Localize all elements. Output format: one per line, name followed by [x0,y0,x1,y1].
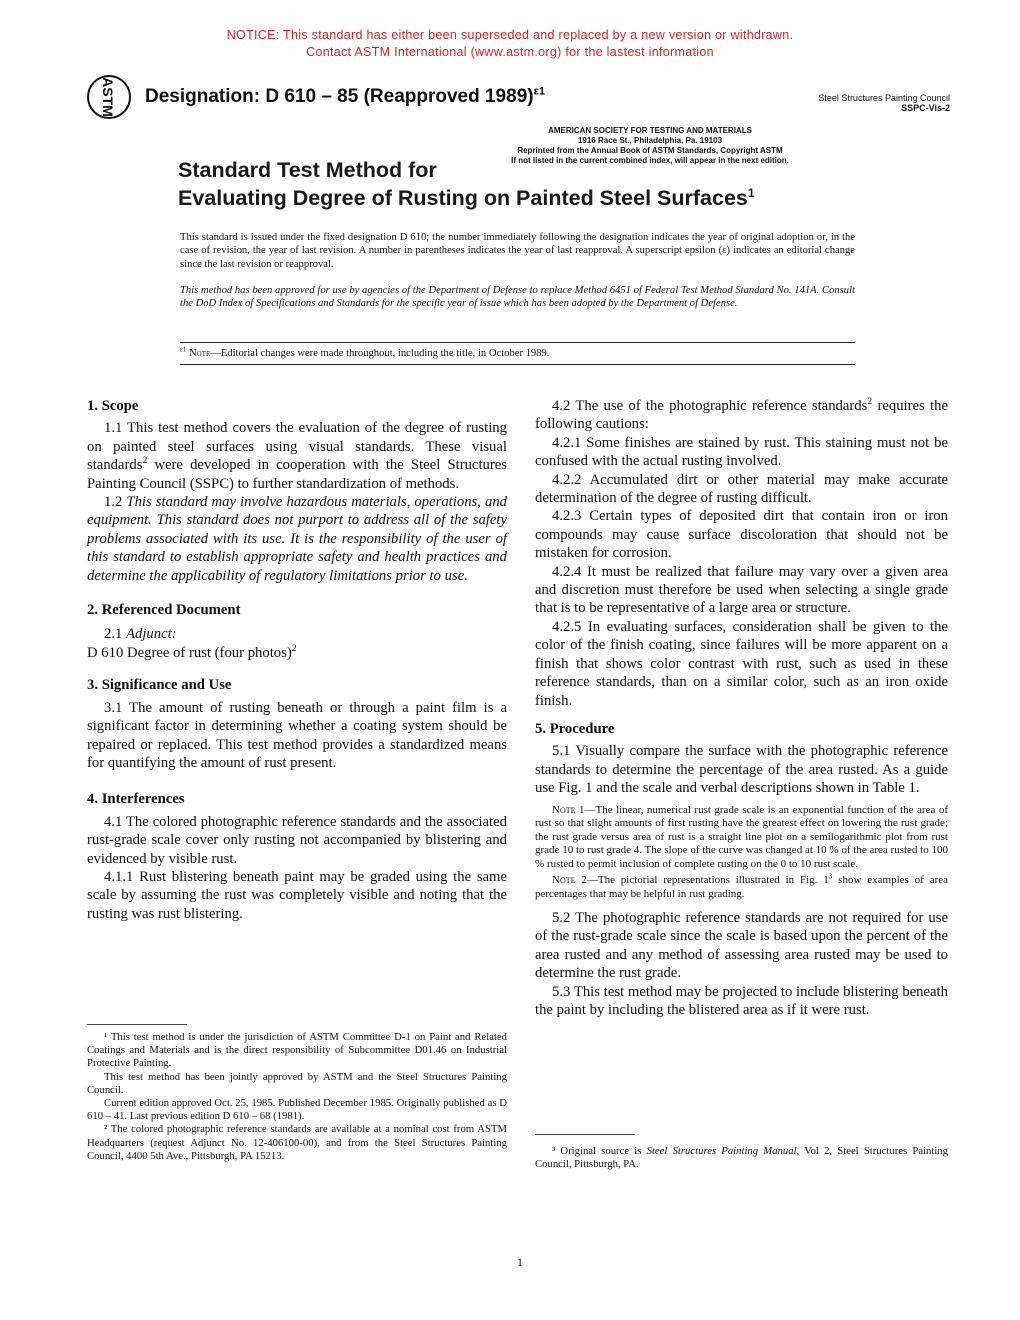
right-footnotes [535,1145,948,1171]
section-4-heading: 4. Interferences [87,791,185,808]
note-label: Note [188,348,211,359]
section-3-heading: 3. Significance and Use [87,677,232,694]
council-block [818,93,950,113]
left-footnotes [87,1031,507,1163]
note-2-label: Note 2 [552,874,587,887]
footnote-3-title: Steel Structures Painting Manual, [646,1145,800,1157]
society-address: 1916 Race St., Philadelphia, Pa. 19103 [577,136,723,145]
editorial-note [180,347,855,360]
section-1-heading: 1. Scope [87,398,139,414]
rule-bottom [180,364,855,365]
para-2-1-text: Adjunct: [126,626,177,643]
para-2-1 [87,625,507,643]
logo-text: ASTM [100,77,116,117]
footnote-3 [535,1145,948,1171]
page-number: 1 [517,1255,523,1269]
note-marker: ε1 [180,346,187,354]
note-2-sup: 3 [828,872,833,881]
para-1-1-text-b: were developed in cooperation with the Steel Structures Painting Council (SSPC) to further standardization of methods. [87,457,507,492]
para-4-2-3: 4.2.3 Certain types of deposited dirt that contain iron or iron compounds may cause surface discoloration that should not be mistaken for corrosion. [535,508,948,562]
council-name: Steel Structures Painting Council [818,93,950,103]
para-1-1-sup: 2 [142,455,148,467]
title-line-1: Standard Test Method for [178,158,437,182]
note-1 [535,804,948,872]
para-4-2-sup: 2 [867,396,873,408]
section-2-heading: 2. Referenced Document [87,602,241,619]
para-4-2-text-b: requires the following cautions: [535,398,948,433]
adjunct-item: D 610 Degree of rust (four photos) [87,644,292,661]
para-1-1-text: 1.1 This test method covers the evaluation of the degree of rusting on painted steel surfaces using visual standards. These visual standards [87,420,507,474]
para-1-2-num: 1.2 [104,494,127,511]
para-4-2-5: 4.2.5 In evaluating surfaces, consideration shall be given to the color of the finish coating, since failures will be more apparent on a finish that shows color contrast with rust, such as used in these reference standards, than on a similar color, such as an iron oxide finish. [535,618,948,709]
footnote-1: ¹ This test method is under the jurisdiction of ASTM Committee D-1 on Paint and Related Coatings and Materials and is the direct responsibility of Subcommittee D01.46 on Industrial Protective Painting. [87,1031,507,1070]
notice-line-1: NOTICE: This standard has either been superseded and replaced by a new version or withdrawn. [226,28,794,42]
para-4-1: 4.1 The colored photographic reference standards and the associated rust-grade scale cover only rusting not accompanied by blistering and evidenced by visible rust. [87,813,507,867]
para-1-2-text: This standard may involve hazardous materials, operations, and equipment. This standard does not purport to address all of the safety problems associated with its use. It is the responsibility of the user of this standard to establish appropriate safety and health practices and determine the applicability of regulatory limitations prior to use. [87,494,508,584]
reprint-line-2: If not listed in the current combined index, will appear in the next edition. [511,156,789,165]
para-5-3: 5.3 This test method may be projected to include blistering beneath the paint by including the blistered area as if it were rust. [535,983,948,1019]
footnote-3-a: ³ Original source is [552,1145,647,1157]
footnote-1c: Current edition approved Oct. 25, 1985. Published December 1985. Originally published as D 610 – 41. Last previous edition D 610 – 68 (1981). [87,1097,507,1123]
rule-top [180,342,855,343]
note-1-text: —The linear, numerical rust grade scale is an exponential function of the area of rust so that slight amounts of first rusting have the greatest effect on lowering the rust grade; the rust grade versus area of rust is a straight line plot on a semilogarithmic plot from rust grade 10 to rust grade 4. The slope of the curve was changed at 10 % of the area rusted to 100 % rusted to permit inclusion of complete rusting on the 0 to 10 rust scale. [535,803,949,870]
adjunct-sup: 2 [291,642,297,654]
para-2-1-num: 2.1 [104,626,127,643]
designation-epsilon: ε1 [533,85,545,98]
para-5-1: 5.1 Visually compare the surface with the photographic reference standards to determine the percentage of the area rusted. As a guide use Fig. 1 and the scale and verbal descriptions shown in Table 1. [535,743,948,797]
footnote-rule-right [535,1134,635,1135]
notice-line-2: Contact ASTM International (www.astm.org) for the lastest information [306,45,714,59]
footnote-3-b: Vol 2, Steel Structures Painting Council, Pittsburgh, PA. [535,1145,948,1171]
section-5-heading: 5. Procedure [535,720,615,737]
note-2 [535,874,948,901]
note-2-text-b: show examples of area percentages that may be helpful in rust grading. [535,874,949,900]
footnote-2: ² The colored photographic reference standards are available at a nominal cost from ASTM Headquarters (request Adjunct No. 12-406100-00), and from the Steel Structures Painting Council, 4400 5th Ave., Pittsburgh, PA 15213. [87,1123,507,1162]
astm-logo [86,74,132,120]
note-2-text: —The pictorial representations illustrated in Fig. 1 [586,874,829,887]
para-4-2-text: 4.2 The use of the photographic reference standards [552,398,868,414]
designation [145,86,545,108]
para-1-2 [87,493,507,585]
footnote-rule-left [87,1024,187,1025]
dod-approval-statement: This method has been approved for use by agencies of the Department of Defense to replace Method 6451 of Federal Test Method Standard No. 141A. Consult the DoD Index of Specifications and Standards for the specific year of issue which has been adopted by the Department of Defense. [180,285,855,310]
issued-statement: This standard is issued under the fixed designation D 610; the number immediately following the designation indicates the year of original adoption or, in the case of revision, the year of last revision. A number in parentheses indicates the year of last reapproval. A superscript epsilon (ε) indicates an editorial change since the last revision or reapproval. [180,232,855,270]
left-column [87,397,507,923]
reprint-line-1: Reprinted from the Annual Book of ASTM Standards, Copyright ASTM [517,146,783,155]
para-4-2-4: 4.2.4 It must be realized that failure may vary over a given area and discretion must therefore be used when selecting a single grade that is to be representative of a large area or structure. [535,563,948,617]
council-code: SSPC-Vis-2 [901,103,950,113]
note-1-label: Note 1 [552,803,585,816]
page-title [178,156,755,212]
note-text: —Editorial changes were made throughout, including the title, in October 1989. [210,348,550,359]
title-line-2: Evaluating Degree of Rusting on Painted Steel Surfaces [178,186,748,210]
society-name: AMERICAN SOCIETY FOR TESTING AND MATERIALS [548,126,752,135]
para-5-2: 5.2 The photographic reference standards are not required for use of the rust-grade scale since the scale is based upon the percent of the area rusted and any method of assessing area rusted may be used to determine the rust grade. [535,910,948,982]
para-3-1: 3.1 The amount of rusting beneath or through a paint film is a significant factor in determining whether a coating system should be repaired or replaced. This test method provides a standardized means for quantifying the amount of rust present. [87,699,507,771]
designation-label: Designation: D 610 – 85 (Reapproved 1989) [145,86,534,107]
para-4-1-1: 4.1.1 Rust blistering beneath paint may be graded using the same scale by assuming the rust was completely visible and noting that the rusting was rust blistering. [87,868,507,922]
para-2-1-item [87,644,507,662]
para-4-2 [535,397,948,434]
para-4-2-1: 4.2.1 Some finishes are stained by rust. This staining must not be confused with the actual rusting involved. [535,434,948,470]
right-column [535,397,948,1019]
para-1-1 [87,419,507,493]
footnote-1b: This test method has been jointly approved by ASTM and the Steel Structures Painting Council. [87,1070,507,1096]
title-footnote-mark: 1 [747,185,755,200]
para-4-2-2: 4.2.2 Accumulated dirt or other material may make accurate determination of the degree of rusting difficult. [535,471,948,507]
